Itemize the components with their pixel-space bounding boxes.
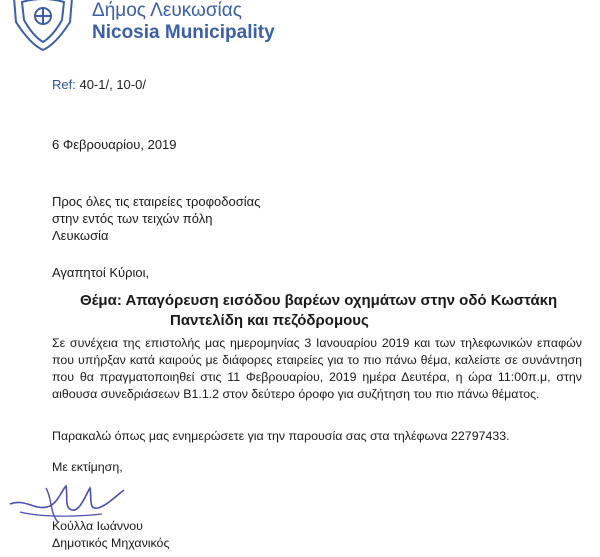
body-text <box>52 335 582 403</box>
recipient-line: στην εντός των τειχών πόλη <box>52 211 213 226</box>
reference-label: Ref: <box>52 77 76 92</box>
greeting: Αγαπητοί Κύριοι, <box>52 265 150 280</box>
recipient-line: Λευκωσία <box>52 228 109 243</box>
body-paragraph-2: Παρακαλώ όπως μας ενημερώσετε για την παρουσία σας στα τηλέφωνα 22797433. <box>52 429 510 443</box>
body-paragraph-1: Σε συνέχεια της επιστολής μας ημερομηνίας 3 Ιανουαρίου 2019 και των τηλεφωνικών επαφών που υπήρξαν κατά καιρούς με διάφορες εταιρείες για το πιο πάνω θέμα, καλείστε σε συνάντηση που θα πραγματοποιηθεί στις 11 Φεβρουαρίου, 2019 ημέρα Δευτέρα, η ώρα 11:00π.μ, στην αιθουσα συνεδριάσεων Β1.1.2 στον δεύτερο όροφο για συζήτηση του πιο πάνω θέματος. <box>52 336 582 401</box>
reference-line <box>52 77 146 92</box>
letter-date: 6 Φεβρουαρίου, 2019 <box>52 137 177 152</box>
org-name-greek: Δήμος Λευκωσίας <box>92 0 242 21</box>
subject-line-2: Παντελίδη και πεζόδρομους <box>170 312 369 329</box>
closing: Με εκτίμηση, <box>52 460 123 474</box>
signer-title: Δημοτικός Μηχανικός <box>52 536 170 550</box>
subject-line-1: Θέμα: Απαγόρευση εισόδου βαρέων οχημάτων στην οδό Κωστάκη <box>80 292 558 309</box>
municipal-seal-icon <box>6 0 80 52</box>
signer-name: Κούλλα Ιωάννου <box>52 519 143 533</box>
subject <box>80 291 557 331</box>
org-name-english: Nicosia Municipality <box>92 22 275 43</box>
recipient-line: Προς όλες τις εταιρείες τροφοδοσίας <box>52 194 261 209</box>
reference-value: 40-1/, 10-0/ <box>79 77 146 92</box>
